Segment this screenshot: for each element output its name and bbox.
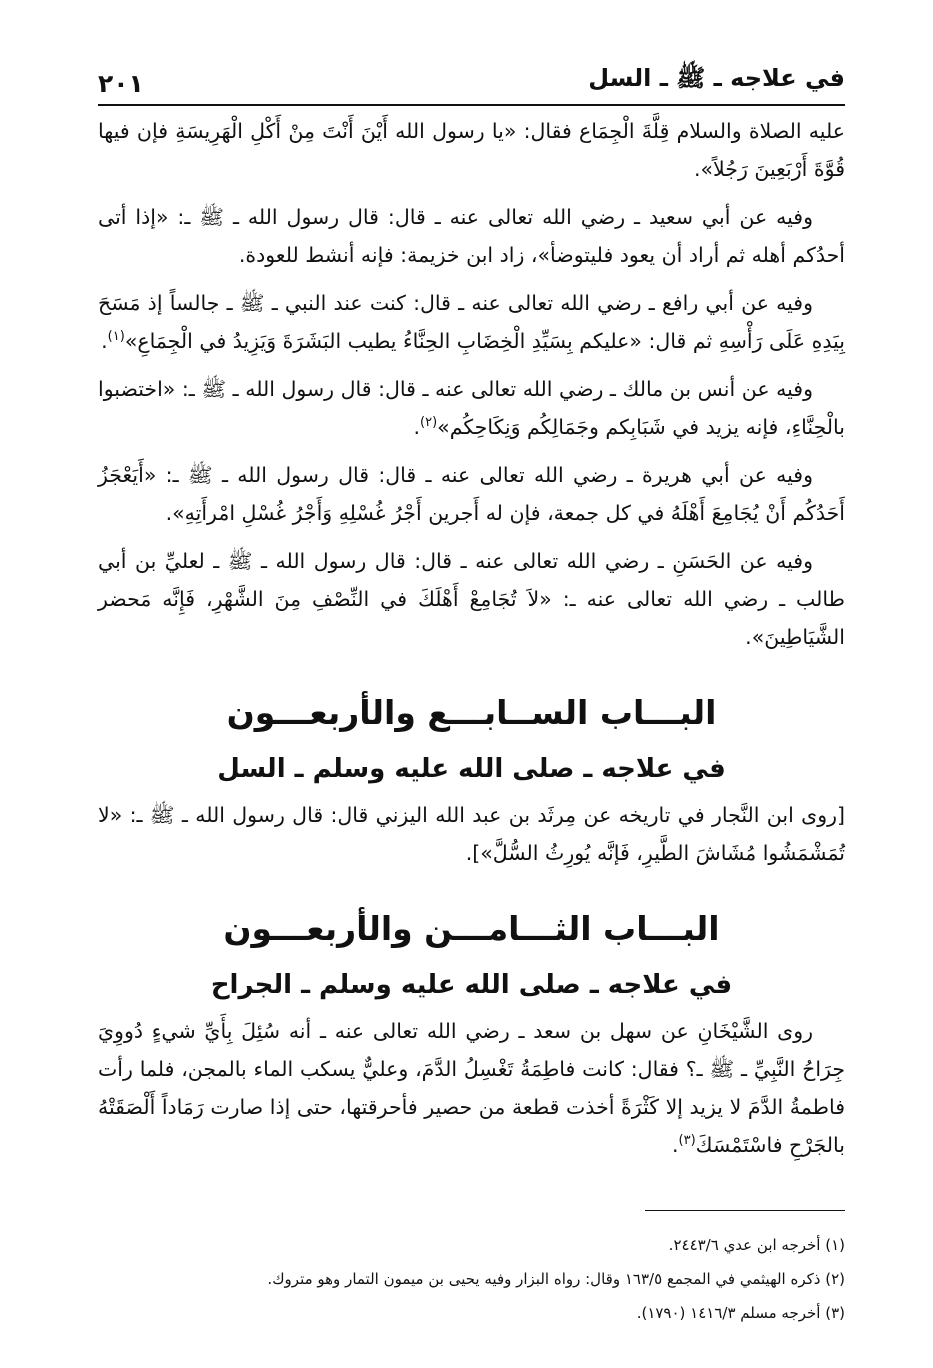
chapter-title: البـــاب الســابـــع والأربعـــون <box>226 693 717 732</box>
page-header <box>98 52 845 106</box>
footnote-ref: (٢) <box>420 415 438 431</box>
paragraph-text: وفيه عن أنس بن مالك ـ رضي الله تعالى عنه ـ قال: قال رسول الله ـ ﷺ ـ: «اختضبوا بالْحِنَّاءِ، فإنه يزيد في شَبَابِكم وجَمَالِكُم وَنِكَاحِكُم» <box>98 377 845 439</box>
footnote-ref: (١) <box>107 329 125 345</box>
chapter-title: البـــاب الثـــامـــن والأربعـــون <box>223 909 720 948</box>
footnotes <box>98 1228 845 1330</box>
footnote: (٣) أخرجه مسلم ١٤١٦/٣ (١٧٩٠). <box>636 1304 845 1322</box>
paragraph: وفيه عن أبي هريرة ـ رضي الله تعالى عنه ـ قال: قال رسول الله ـ ﷺ ـ: «أَيَعْجَزُ أَحَدُكُم أَنْ يُجَامِعَ أَهْلَهُ في كل جمعة، فإن له أَجرين أَجْرُ غُسْلِهِ وَأَجْرُ غُسْلِ امْرأَتِهِ». <box>98 463 845 525</box>
paragraph: وفيه عن أنس بن مالك ـ رضي الله تعالى عنه ـ قال: قال رسول الله ـ ﷺ ـ: «اختضبوا بالْحِنَّاءِ، فإنه يزيد في شَبَابِكم وجَمَالِكُم وَنِكَاحِكُم»$^{(٢)}$. <box>98 377 845 439</box>
main-text <box>98 112 845 1174</box>
footnote: (١) أخرجه ابن عدي ٢٤٤٣/٦. <box>668 1236 845 1254</box>
footnote: (٢) ذكره الهيثمي في المجمع ١٦٣/٥ وقال: رواه البزار وفيه يحيى بن ميمون التمار وهو متروك. <box>267 1270 845 1288</box>
paragraph: وفيه عن أبي سعيد ـ رضي الله تعالى عنه ـ قال: قال رسول الله ـ ﷺ ـ: «إذا أتى أحدُكم أهله ثم أراد أن يعود فليتوضأ»، زاد ابن خزيمة: فإنه أنشط للعودة. <box>98 205 845 267</box>
footnote-separator <box>645 1210 845 1211</box>
running-head: في علاجه ـ ﷺ ـ السل <box>588 64 845 92</box>
paragraph-text: وفيه عن أبي رافع ـ رضي الله تعالى عنه ـ قال: كنت عند النبي ـ ﷺ ـ جالساً إذ مَسَحَ بِيَدِهِ عَلَى رَأْسِهِ ثم قال: «عليكم بِسَيِّدِ الْخِضَابِ الحِنَّاءُ يطيب البَشَرَةَ وَيَزِيدُ في الْجِمَاعِ» <box>98 291 845 353</box>
footnote-ref: (٣) <box>678 1133 696 1149</box>
paragraph: وفيه عن الحَسَنِ ـ رضي الله تعالى عنه ـ قال: قال رسول الله ـ ﷺ ـ لعليِّ بن أبي طالب ـ رضي الله تعالى عنه ـ: «لاَ تُجَامِعْ أَهْلَكَ في النِّصْفِ مِنَ الشَّهْرِ، فَإِنَّه مَحضر الشَّيَاطِينَ». <box>98 549 845 649</box>
chapter-subtitle: في علاجه ـ صلى الله عليه وسلم ـ السل <box>217 754 726 784</box>
paragraph: روى الشَّيْخَانِ عن سهل بن سعد ـ رضي الله تعالى عنه ـ أنه سُئِلَ بِأَيِّ شيءٍ دُووِيَ جِرَاحُ النَّبِيِّ ـ ﷺ ـ؟ فقال: كانت فاطِمَةُ تَغْسِلُ الدَّمَ، وعليٌّ يسكب الماء بالمجن، فلما رأت فاطمةُ الدَّمَ لا يزيد إلا كَثْرَةً أخذت قطعة من حصير فأحرقتها، حتى إذا صارت رَمَاداً أَلْصَقَتْهُ بالجَرْحِ فاسْتَمْسَكَ$^{(٣)}$. <box>98 1019 845 1157</box>
paragraph-text: روى الشَّيْخَانِ عن سهل بن سعد ـ رضي الله تعالى عنه ـ أنه سُئِلَ بِأَيِّ شيءٍ دُووِيَ جِرَاحُ النَّبِيِّ ـ ﷺ ـ؟ فقال: كانت فاطِمَةُ تَغْسِلُ الدَّمَ، وعليٌّ يسكب الماء بالمجن، فلما رأت فاطمةُ الدَّمَ لا يزيد إلا كَثْرَةً أخذت قطعة من حصير فأحرقتها، حتى إذا صارت رَمَاداً أَلْصَقَتْهُ بالجَرْحِ فاسْتَمْسَكَ <box>98 1019 845 1157</box>
chapter-subtitle: في علاجه ـ صلى الله عليه وسلم ـ الجراح <box>210 970 733 1000</box>
paragraph: عليه الصلاة والسلام قِلَّةَ الْجِمَاع فقال: «يا رسول الله أَيْنَ أَنْتَ مِنْ أَكْلِ الْهَرِيسَةِ فإن فيها قُوَّةَ أَرْبَعِينَ رَجُلاً». <box>98 119 845 181</box>
paragraph: [روى ابن النَّجار في تاريخه عن مِرثَد بن عبد الله اليزني قال: قال رسول الله ـ ﷺ ـ: «لا تُمَشْمَشُوا مُشَاشَ الطَّيرِ، فَإنَّه يُورِثُ السُّلَّ»]. <box>98 803 845 865</box>
paragraph: وفيه عن أبي رافع ـ رضي الله تعالى عنه ـ قال: كنت عند النبي ـ ﷺ ـ جالساً إذ مَسَحَ بِيَدِهِ عَلَى رَأْسِهِ ثم قال: «عليكم بِسَيِّدِ الْخِضَابِ الحِنَّاءُ يطيب البَشَرَةَ وَيَزِيدُ في الْجِمَاعِ»$^{(١)}$. <box>98 291 845 353</box>
page-number: ٢٠١ <box>98 69 144 98</box>
